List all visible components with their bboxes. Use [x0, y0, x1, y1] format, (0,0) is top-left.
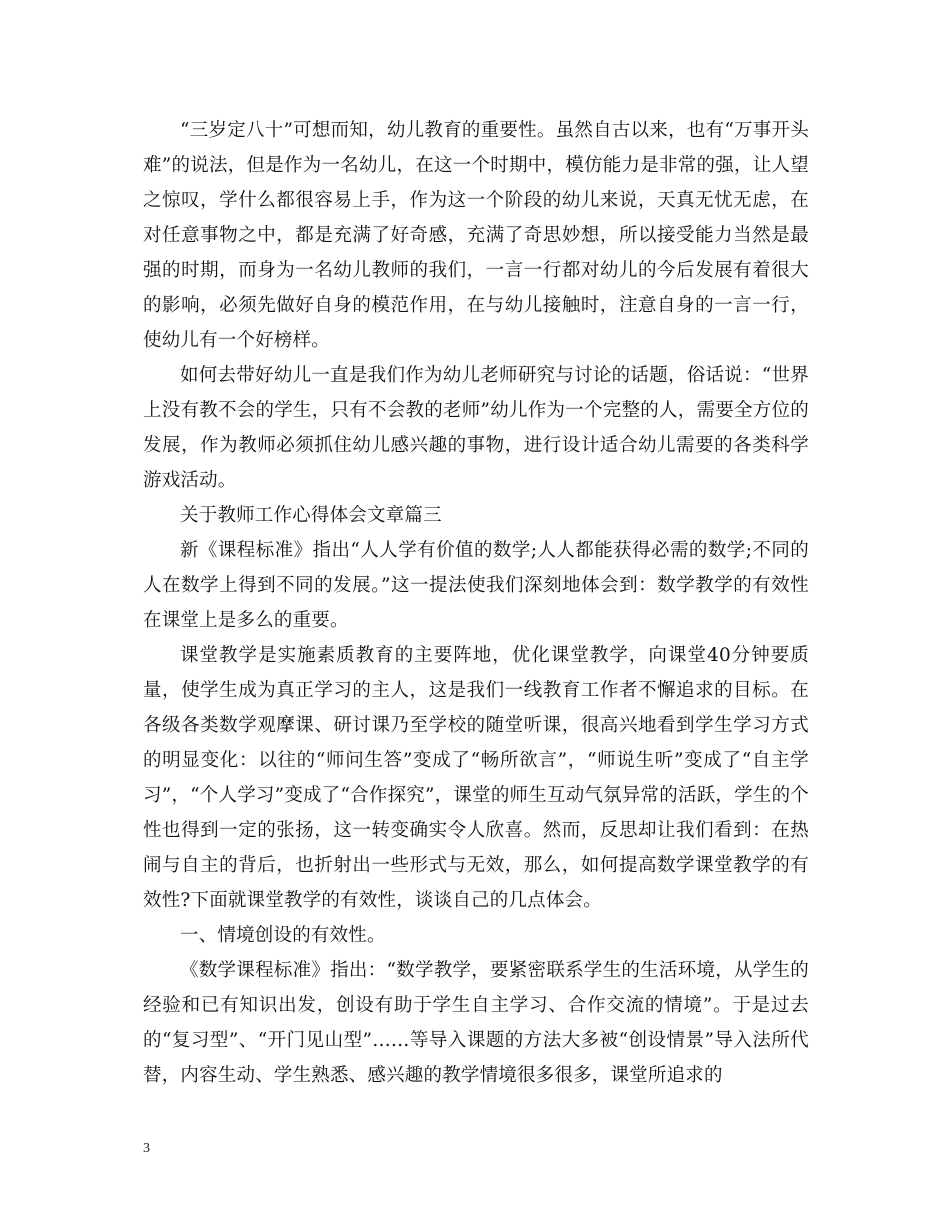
subsection-heading: 一、情境创设的有效性。 [180, 925, 386, 946]
document-body [143, 113, 809, 1093]
paragraph-teaching-children: 如何去带好幼儿一直是我们作为幼儿老师研究与讨论的话题，俗话说：“世界上没有教不会的学生，只有不会教的老师”幼儿作为一个完整的人，需要全方位的发展，作为教师必须抓住幼儿感兴趣的事物，进行设计适合幼儿需要的各类科学游戏活动。 [143, 365, 809, 491]
paragraph-classroom-teaching: 课堂教学是实施素质教育的主要阵地，优化课堂教学，向课堂40分钟要质量，使学生成为真正学习的主人，这是我们一线教育工作者不懈追求的目标。在各级各类数学观摩课、研讨课乃至学校的随堂听课，很高兴地看到学生学习方式的明显变化：以往的“师问生答”变成了“畅所欲言”，“师说生听”变成了“自主学习”，“个人学习”变成了“合作探究”，课堂的师生互动气氛异常的活跃，学生的个性也得到一定的张扬，这一转变确实令人欣喜。然而，反思却让我们看到：在热闹与自主的背后，也折射出一些形式与无效，那么，如何提高数学课堂教学的有效性?下面就课堂教学的有效性，谈谈自己的几点体会。 [143, 645, 809, 911]
paragraph-situation-creation: 《数学课程标准》指出：“数学教学，要紧密联系学生的生活环境，从学生的经验和已有知识出发，创设有助于学生自主学习、合作交流的情境”。于是过去的“复习型”、“开门见山型”……等导入课题的方法大多被“创设情景”导入法所代替，内容生动、学生熟悉、感兴趣的教学情境很多很多，课堂所追求的 [143, 960, 809, 1086]
page-number: 3 [143, 1141, 150, 1156]
section-heading: 关于教师工作心得体会文章篇三 [180, 505, 442, 526]
paragraph-early-education: “三岁定八十”可想而知，幼儿教育的重要性。虽然自古以来，也有“万事开头难”的说法，但是作为一名幼儿，在这一个时期中，模仿能力是非常的强，让人望之惊叹，学什么都很容易上手，作为这一个阶段的幼儿来说，天真无忧无虑，在对任意事物之中，都是充满了好奇感，充满了奇思妙想，所以接受能力当然是最强的时期，而身为一名幼儿教师的我们，一言一行都对幼儿的今后发展有着很大的影响，必须先做好自身的模范作用，在与幼儿接触时，注意自身的一言一行，使幼儿有一个好榜样。 [143, 120, 809, 351]
paragraph-curriculum-standard: 新《课程标准》指出“人人学有价值的数学;人人都能获得必需的数学;不同的人在数学上得到不同的发展。”这一提法使我们深刻地体会到：数学教学的有效性在课堂上是多么的重要。 [143, 540, 809, 631]
